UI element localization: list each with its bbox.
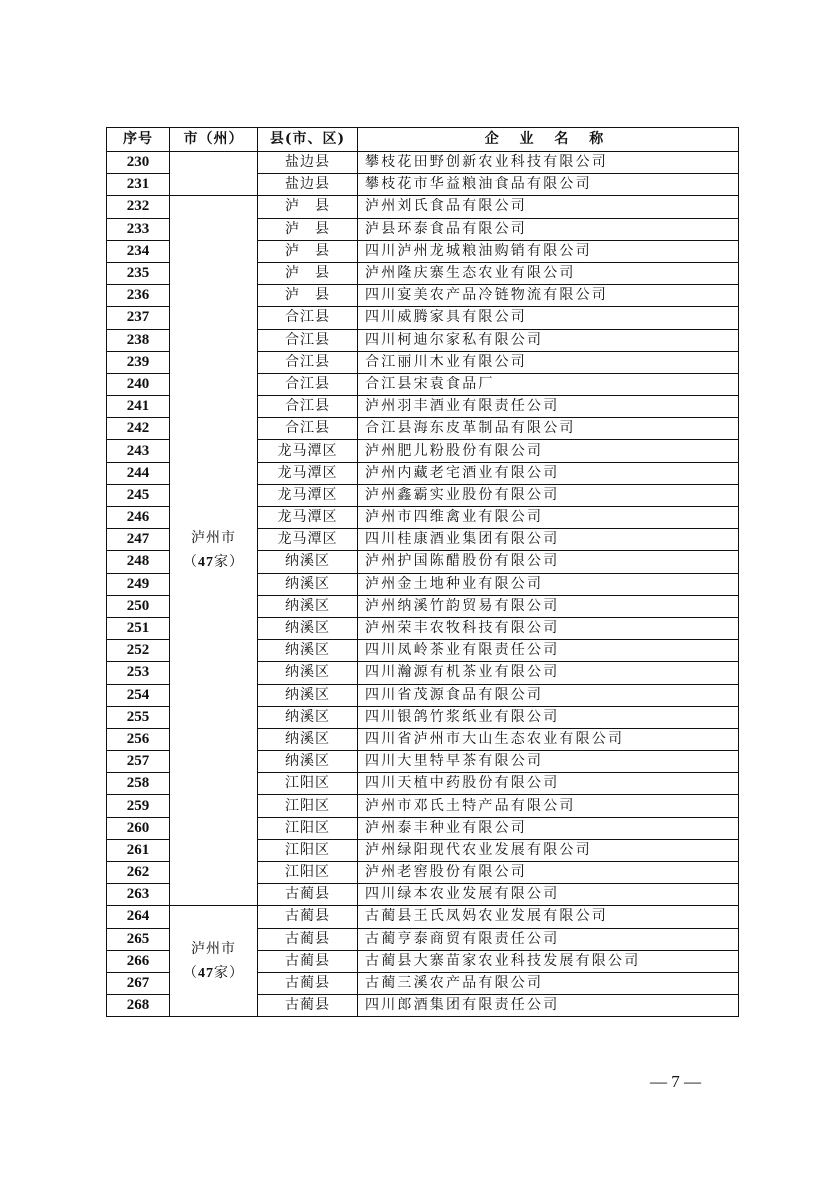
serial-number-cell: 267: [107, 972, 170, 994]
county-cell: 江阳区: [258, 862, 358, 884]
serial-number-cell: 260: [107, 817, 170, 839]
serial-number-cell: 262: [107, 862, 170, 884]
enterprise-name-cell: 四川泸州龙城粮油购销有限公司: [358, 240, 739, 262]
serial-number-cell: 266: [107, 950, 170, 972]
county-cell: 古蔺县: [258, 928, 358, 950]
county-cell: 盐边县: [258, 174, 358, 196]
serial-number-cell: 259: [107, 795, 170, 817]
header-city: 市（州）: [170, 128, 258, 152]
serial-number-cell: 231: [107, 174, 170, 196]
county-cell: 泸 县: [258, 196, 358, 218]
serial-number-cell: 240: [107, 373, 170, 395]
serial-number-cell: 247: [107, 529, 170, 551]
enterprise-name-cell: 四川绿本农业发展有限公司: [358, 884, 739, 906]
serial-number-cell: 238: [107, 329, 170, 351]
county-cell: 古蔺县: [258, 884, 358, 906]
enterprise-name-cell: 泸州鑫霸实业股份有限公司: [358, 484, 739, 506]
city-cell: [170, 196, 258, 906]
enterprise-name-cell: 泸州市四维禽业有限公司: [358, 507, 739, 529]
enterprise-name-cell: 泸州老窖股份有限公司: [358, 862, 739, 884]
county-cell: 纳溪区: [258, 751, 358, 773]
county-cell: 龙马潭区: [258, 462, 358, 484]
header-county: 县(市、区): [258, 128, 358, 152]
county-cell: 泸 县: [258, 240, 358, 262]
enterprise-name-cell: 泸州市邓氏土特产品有限公司: [358, 795, 739, 817]
serial-number-cell: 254: [107, 684, 170, 706]
county-cell: 龙马潭区: [258, 507, 358, 529]
header-serial-number: 序号: [107, 128, 170, 152]
enterprise-name-cell: 合江县宋袁食品厂: [358, 373, 739, 395]
city-name: 泸州市: [191, 530, 236, 547]
county-cell: 古蔺县: [258, 950, 358, 972]
serial-number-cell: 245: [107, 484, 170, 506]
serial-number-cell: 233: [107, 218, 170, 240]
county-cell: 合江县: [258, 373, 358, 395]
enterprise-name-cell: 古蔺亨泰商贸有限责任公司: [358, 928, 739, 950]
serial-number-cell: 268: [107, 995, 170, 1017]
city-enterprise-count: （47家）: [183, 554, 244, 571]
county-cell: 纳溪区: [258, 706, 358, 728]
enterprise-name-cell: 四川威腾家具有限公司: [358, 307, 739, 329]
enterprise-name-cell: 泸州纳溪竹韵贸易有限公司: [358, 595, 739, 617]
enterprise-name-cell: 四川桂康酒业集团有限公司: [358, 529, 739, 551]
county-cell: 纳溪区: [258, 662, 358, 684]
enterprise-name-cell: 四川凤岭茶业有限责任公司: [358, 640, 739, 662]
county-cell: 纳溪区: [258, 551, 358, 573]
county-cell: 龙马潭区: [258, 529, 358, 551]
serial-number-cell: 237: [107, 307, 170, 329]
city-name: 泸州市: [191, 940, 236, 957]
enterprise-name-cell: 四川天植中药股份有限公司: [358, 773, 739, 795]
enterprise-name-cell: 泸州护国陈醋股份有限公司: [358, 551, 739, 573]
enterprise-name-cell: 泸州内藏老宅酒业有限公司: [358, 462, 739, 484]
enterprise-name-cell: 泸州泰丰种业有限公司: [358, 817, 739, 839]
county-cell: 江阳区: [258, 795, 358, 817]
enterprise-table: [106, 127, 739, 1017]
enterprise-name-cell: 四川宴美农产品冷链物流有限公司: [358, 285, 739, 307]
county-cell: 合江县: [258, 329, 358, 351]
header-enterprise-name: 企 业 名 称: [358, 128, 739, 152]
serial-number-cell: 256: [107, 728, 170, 750]
county-cell: 泸 县: [258, 218, 358, 240]
serial-number-cell: 257: [107, 751, 170, 773]
county-cell: 江阳区: [258, 817, 358, 839]
city-cell: [170, 152, 258, 196]
serial-number-cell: 241: [107, 396, 170, 418]
enterprise-name-cell: 泸州肥儿粉股份有限公司: [358, 440, 739, 462]
serial-number-cell: 261: [107, 839, 170, 861]
serial-number-cell: 244: [107, 462, 170, 484]
enterprise-name-cell: 泸州荣丰农牧科技有限公司: [358, 617, 739, 639]
enterprise-name-cell: 泸州隆庆寨生态农业有限公司: [358, 262, 739, 284]
table-row: [107, 906, 739, 928]
county-cell: 合江县: [258, 307, 358, 329]
serial-number-cell: 232: [107, 196, 170, 218]
county-cell: 泸 县: [258, 262, 358, 284]
table-header-row: [107, 128, 739, 152]
enterprise-name-cell: 合江县海东皮革制品有限公司: [358, 418, 739, 440]
enterprise-name-cell: 泸州金土地种业有限公司: [358, 573, 739, 595]
county-cell: 泸 县: [258, 285, 358, 307]
serial-number-cell: 265: [107, 928, 170, 950]
serial-number-cell: 248: [107, 551, 170, 573]
county-cell: 纳溪区: [258, 640, 358, 662]
county-cell: 江阳区: [258, 839, 358, 861]
enterprise-name-cell: 古蔺县王氏凤妈农业发展有限公司: [358, 906, 739, 928]
enterprise-name-cell: 古蔺三溪农产品有限公司: [358, 972, 739, 994]
serial-number-cell: 239: [107, 351, 170, 373]
serial-number-cell: 255: [107, 706, 170, 728]
county-cell: 纳溪区: [258, 684, 358, 706]
enterprise-name-cell: 四川瀚源有机茶业有限公司: [358, 662, 739, 684]
county-cell: 江阳区: [258, 773, 358, 795]
enterprise-name-cell: 攀枝花田野创新农业科技有限公司: [358, 152, 739, 174]
city-enterprise-count: （47家）: [183, 964, 244, 981]
serial-number-cell: 253: [107, 662, 170, 684]
county-cell: 纳溪区: [258, 573, 358, 595]
county-cell: 古蔺县: [258, 906, 358, 928]
county-cell: 纳溪区: [258, 728, 358, 750]
enterprise-name-cell: 四川郎酒集团有限责任公司: [358, 995, 739, 1017]
enterprise-name-cell: 合江丽川木业有限公司: [358, 351, 739, 373]
enterprise-name-cell: 四川大里特早茶有限公司: [358, 751, 739, 773]
county-cell: 合江县: [258, 396, 358, 418]
enterprise-name-cell: 四川银鸽竹浆纸业有限公司: [358, 706, 739, 728]
table-row: [107, 152, 739, 174]
enterprise-name-cell: 泸州绿阳现代农业发展有限公司: [358, 839, 739, 861]
county-cell: 合江县: [258, 418, 358, 440]
serial-number-cell: 251: [107, 617, 170, 639]
serial-number-cell: 252: [107, 640, 170, 662]
table-body: [107, 152, 739, 1017]
serial-number-cell: 230: [107, 152, 170, 174]
enterprise-name-cell: 泸县环泰食品有限公司: [358, 218, 739, 240]
enterprise-name-cell: 泸州刘氏食品有限公司: [358, 196, 739, 218]
page-number: — 7 —: [650, 1072, 701, 1091]
county-cell: 合江县: [258, 351, 358, 373]
city-cell: [170, 906, 258, 1017]
serial-number-cell: 258: [107, 773, 170, 795]
enterprise-name-cell: 四川省泸州市大山生态农业有限公司: [358, 728, 739, 750]
serial-number-cell: 242: [107, 418, 170, 440]
county-cell: 纳溪区: [258, 617, 358, 639]
county-cell: 古蔺县: [258, 995, 358, 1017]
enterprise-name-cell: 四川省茂源食品有限公司: [358, 684, 739, 706]
enterprise-name-cell: 四川柯迪尔家私有限公司: [358, 329, 739, 351]
serial-number-cell: 234: [107, 240, 170, 262]
enterprise-name-cell: 古蔺县大寨苗家农业科技发展有限公司: [358, 950, 739, 972]
serial-number-cell: 235: [107, 262, 170, 284]
table-row: [107, 196, 739, 218]
county-cell: 纳溪区: [258, 595, 358, 617]
serial-number-cell: 250: [107, 595, 170, 617]
enterprise-name-cell: 攀枝花市华益粮油食品有限公司: [358, 174, 739, 196]
serial-number-cell: 249: [107, 573, 170, 595]
serial-number-cell: 246: [107, 507, 170, 529]
serial-number-cell: 243: [107, 440, 170, 462]
county-cell: 龙马潭区: [258, 440, 358, 462]
serial-number-cell: 263: [107, 884, 170, 906]
county-cell: 盐边县: [258, 152, 358, 174]
serial-number-cell: 236: [107, 285, 170, 307]
county-cell: 古蔺县: [258, 972, 358, 994]
serial-number-cell: 264: [107, 906, 170, 928]
enterprise-name-cell: 泸州羽丰酒业有限责任公司: [358, 396, 739, 418]
county-cell: 龙马潭区: [258, 484, 358, 506]
